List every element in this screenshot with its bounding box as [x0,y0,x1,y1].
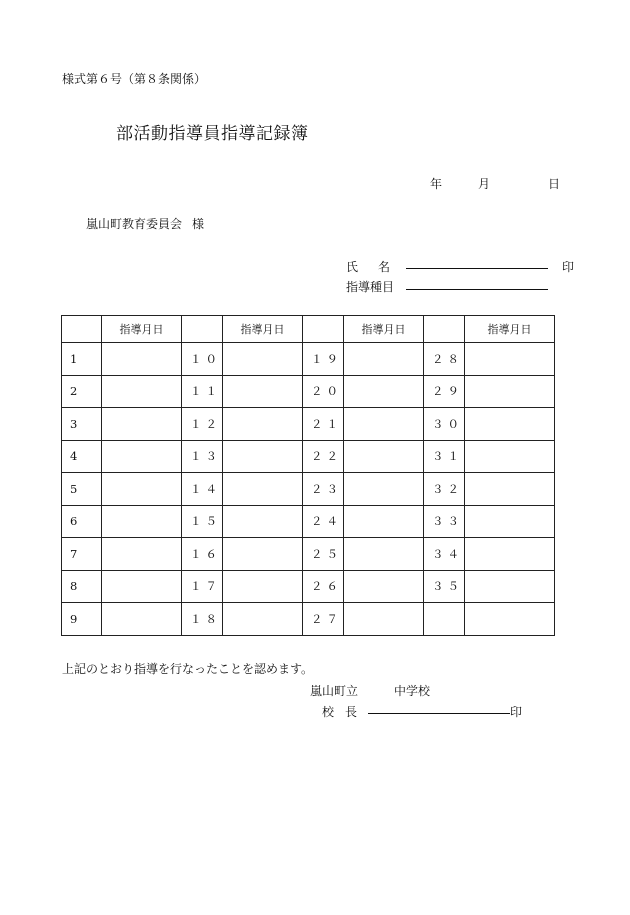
row-number-cell: ３２ [424,473,465,506]
guidance-date-cell[interactable] [102,505,182,538]
name-label-first-char: 氏 [346,260,359,274]
row-number-cell: ３５ [424,570,465,603]
row-number-cell: ２３ [303,473,344,506]
name-signature-line[interactable] [406,268,548,269]
row-number-cell: ２５ [303,538,344,571]
school-name-suffix: 中学校 [394,684,431,698]
row-number-cell: ２９ [424,375,465,408]
guidance-date-cell[interactable] [102,538,182,571]
row-number-cell: ２１ [303,408,344,441]
addressee-honorific: 様 [192,217,205,231]
activity-type-label: 指導種目 [346,280,395,294]
row-number-cell: １９ [303,343,344,376]
guidance-date-cell[interactable] [102,570,182,603]
date-month-label: 月 [478,177,491,191]
document-title: 部活動指導員指導記録簿 [116,124,309,144]
row-number-cell: １３ [182,440,223,473]
guidance-date-cell[interactable] [344,440,424,473]
row-number-cell [424,603,465,636]
guidance-date-cell[interactable] [344,570,424,603]
principal-label-second-char: 長 [345,705,358,719]
header-date-cell: 指導月日 [102,316,182,343]
table-row [62,408,555,441]
guidance-date-cell[interactable] [344,505,424,538]
guidance-date-cell[interactable] [223,505,303,538]
guidance-date-cell[interactable] [465,473,555,506]
guidance-date-cell[interactable] [223,440,303,473]
guidance-date-cell[interactable] [223,408,303,441]
guidance-date-cell[interactable] [465,343,555,376]
guidance-date-cell[interactable] [465,538,555,571]
form-number: 様式第６号（第８条関係） [62,72,207,86]
row-number-cell: １２ [182,408,223,441]
addressee-name: 嵐山町教育委員会 [86,217,183,231]
table-row [62,570,555,603]
header-date-cell: 指導月日 [223,316,303,343]
row-number-cell: 6 [62,505,102,538]
row-number-cell: 1 [62,343,102,376]
guidance-date-cell[interactable] [465,603,555,636]
guidance-date-cell[interactable] [465,375,555,408]
date-year-label: 年 [430,177,443,191]
table-row [62,505,555,538]
guidance-date-cell[interactable] [344,603,424,636]
activity-type-line[interactable] [406,289,548,290]
guidance-date-cell[interactable] [465,570,555,603]
header-number-cell [182,316,223,343]
row-number-cell: ２２ [303,440,344,473]
row-number-cell: ２６ [303,570,344,603]
row-number-cell: １６ [182,538,223,571]
row-number-cell: 5 [62,473,102,506]
guidance-date-cell[interactable] [102,408,182,441]
name-label-second-char: 名 [378,260,391,274]
row-number-cell: １８ [182,603,223,636]
row-number-cell: １４ [182,473,223,506]
guidance-date-cell[interactable] [344,408,424,441]
row-number-cell: １７ [182,570,223,603]
table-row [62,603,555,636]
table-row [62,440,555,473]
guidance-date-cell[interactable] [344,473,424,506]
row-number-cell: ２４ [303,505,344,538]
row-number-cell: ３０ [424,408,465,441]
row-number-cell: 9 [62,603,102,636]
guidance-date-cell[interactable] [102,375,182,408]
date-day-label: 日 [548,177,561,191]
guidance-date-cell[interactable] [223,603,303,636]
row-number-cell: ２７ [303,603,344,636]
certification-statement: 上記のとおり指導を行なったことを認めます。 [62,662,314,676]
principal-seal-mark: 印 [510,705,523,719]
header-date-cell: 指導月日 [465,316,555,343]
guidance-date-cell[interactable] [223,538,303,571]
header-date-cell: 指導月日 [344,316,424,343]
row-number-cell: 2 [62,375,102,408]
table-header-row [62,316,555,343]
row-number-cell: ３１ [424,440,465,473]
guidance-record-table [61,315,555,636]
header-number-cell [424,316,465,343]
guidance-date-cell[interactable] [465,408,555,441]
table-row [62,473,555,506]
row-number-cell: １５ [182,505,223,538]
guidance-date-cell[interactable] [223,375,303,408]
table-row [62,538,555,571]
row-number-cell: 3 [62,408,102,441]
table-row [62,375,555,408]
guidance-date-cell[interactable] [223,343,303,376]
guidance-date-cell[interactable] [102,343,182,376]
row-number-cell: １１ [182,375,223,408]
guidance-date-cell[interactable] [102,603,182,636]
row-number-cell: ２８ [424,343,465,376]
header-number-cell [303,316,344,343]
school-name-prefix: 嵐山町立 [310,684,359,698]
row-number-cell: 4 [62,440,102,473]
table-row [62,343,555,376]
guidance-date-cell[interactable] [344,538,424,571]
guidance-date-cell[interactable] [223,473,303,506]
row-number-cell: 7 [62,538,102,571]
guidance-date-cell[interactable] [102,473,182,506]
row-number-cell: 8 [62,570,102,603]
principal-signature-line[interactable] [368,713,510,714]
row-number-cell: ３３ [424,505,465,538]
row-number-cell: １０ [182,343,223,376]
guidance-date-cell[interactable] [344,375,424,408]
guidance-date-cell[interactable] [465,440,555,473]
row-number-cell: ３４ [424,538,465,571]
principal-label-first-char: 校 [322,705,335,719]
applicant-seal-mark: 印 [562,260,575,274]
row-number-cell: ２０ [303,375,344,408]
guidance-date-cell[interactable] [465,505,555,538]
guidance-date-cell[interactable] [344,343,424,376]
header-number-cell [62,316,102,343]
guidance-date-cell[interactable] [102,440,182,473]
guidance-date-cell[interactable] [223,570,303,603]
